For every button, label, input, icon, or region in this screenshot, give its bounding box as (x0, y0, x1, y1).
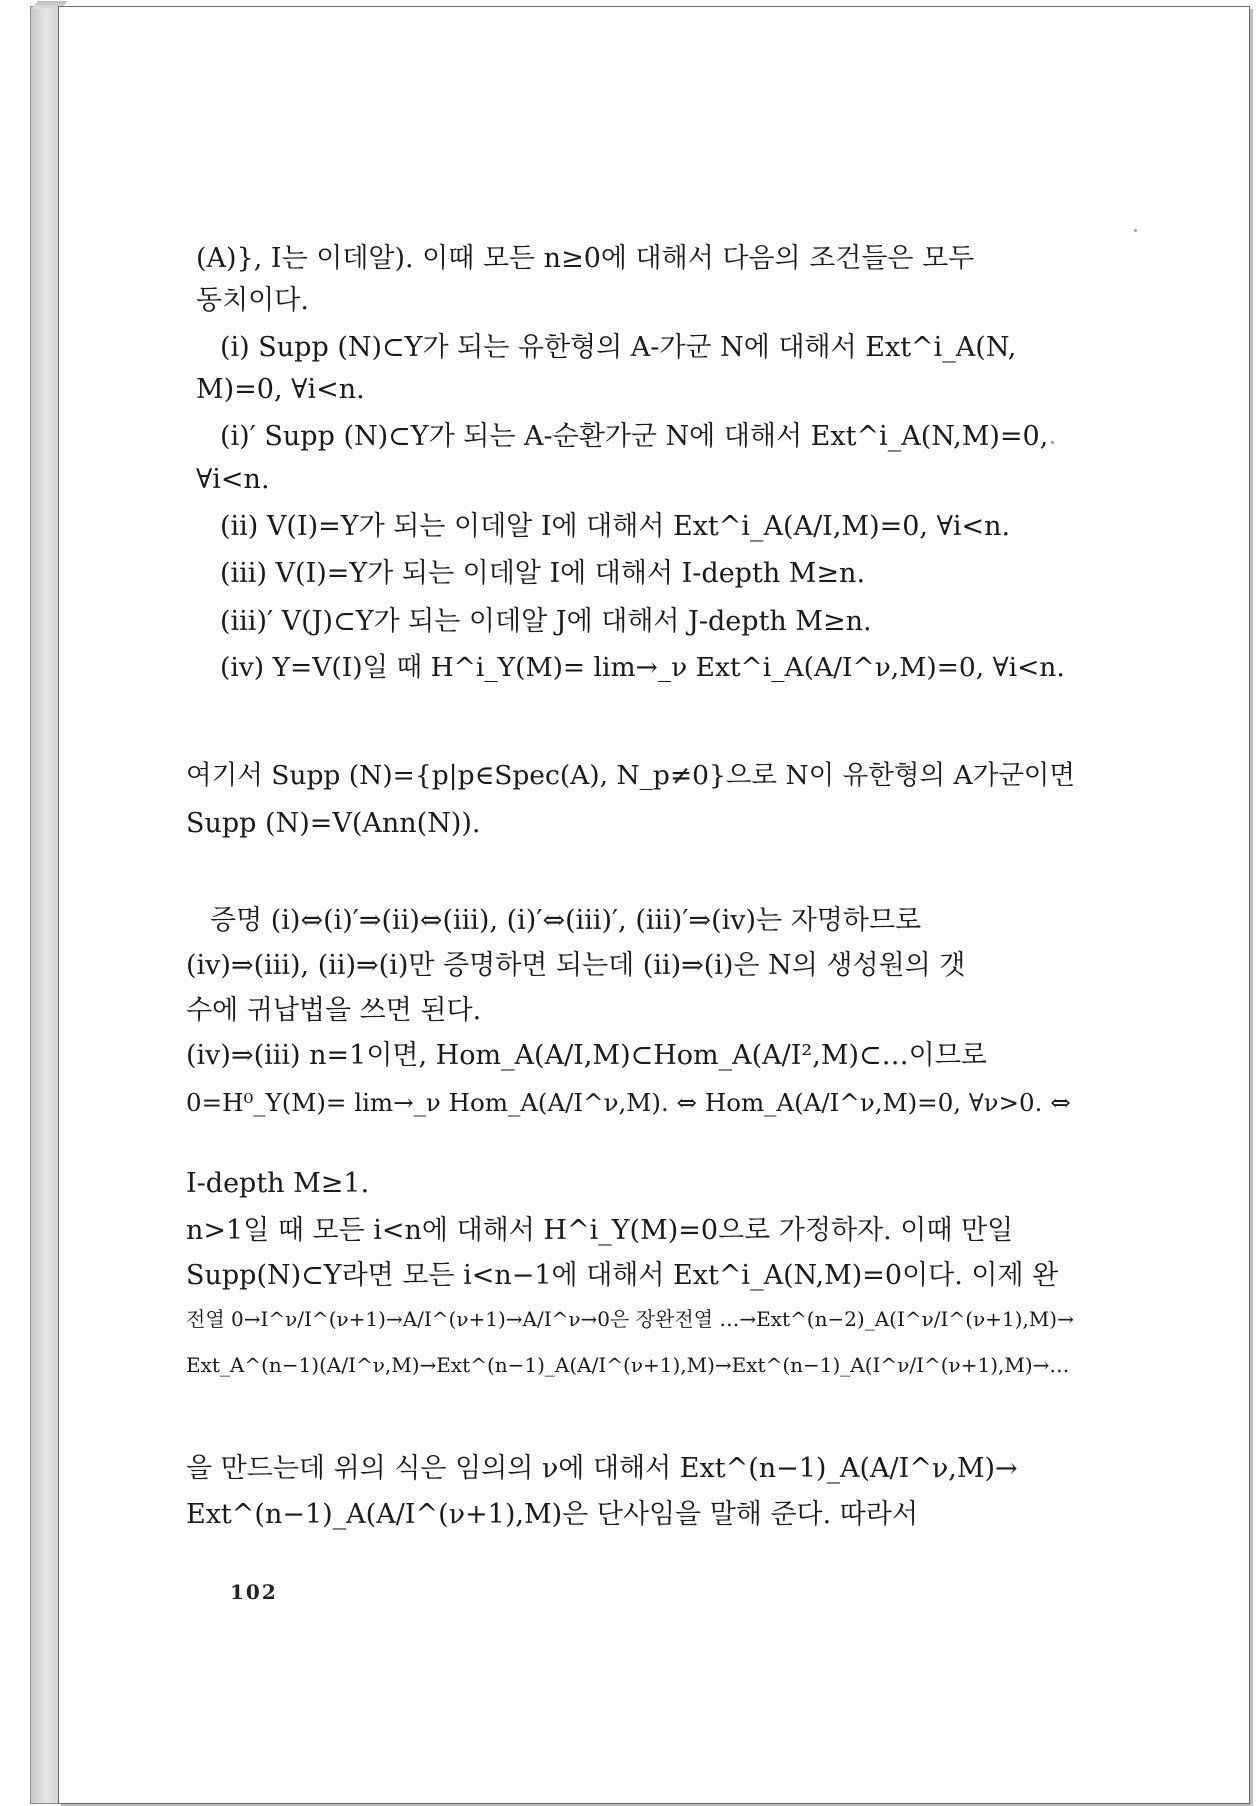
speck (1051, 441, 1054, 444)
text-line: n>1일 때 모든 i<n에 대해서 H^i_Y(M)=0으로 가정하자. 이때 만일 (186, 1215, 1014, 1246)
text-line: (i)′ Supp (N)⊂Y가 되는 A-순환가군 N에 대해서 Ext^i_A(N,M)=0, (220, 421, 1049, 452)
text-line: ∀i<n. (196, 464, 270, 495)
text-line: Supp(N)⊂Y라면 모든 i<n−1에 대해서 Ext^i_A(N,M)=0이다. 이제 완 (186, 1260, 1059, 1291)
text-line: 을 만드는데 위의 식은 임의의 ν에 대해서 Ext^(n−1)_A(A/I^ν,M)→ (186, 1453, 1018, 1484)
text-line: 수에 귀납법을 쓰면 된다. (186, 995, 482, 1026)
text-line: (ii) V(I)=Y가 되는 이데알 I에 대해서 Ext^i_A(A/I,M)=0, ∀i<n. (220, 511, 1011, 542)
text-line: 증명 (i)⇔(i)′⇒(ii)⇔(iii), (i)′⇔(iii)′, (iii)′⇒(iv)는 자명하므로 (210, 905, 922, 936)
text-line: I-depth M≥1. (186, 1168, 370, 1199)
book-page (30, 6, 1250, 1802)
text-line: 여기서 Supp (N)={p|p∈Spec(A), N_p≠0}으로 N이 유한형의 A가군이면 (186, 760, 1076, 791)
text-line: (iv) Y=V(I)일 때 H^i_Y(M)= lim→_ν Ext^i_A(A/I^ν,M)=0, ∀i<n. (220, 652, 1065, 683)
text-line: (iv)⇒(iii) n=1이면, Hom_A(A/I,M)⊂Hom_A(A/I²,M)⊂…이므로 (186, 1040, 987, 1071)
page-number: 102 (230, 1580, 278, 1604)
text-line: (i) Supp (N)⊂Y가 되는 유한형의 A-가군 N에 대해서 Ext^i_A(N, (220, 332, 1017, 363)
text-line: 0=H⁰_Y(M)= lim→_ν Hom_A(A/I^ν,M). ⇔ Hom_A(A/I^ν,M)=0, ∀ν>0. ⇔ (186, 1088, 1071, 1117)
text-line: Ext_A^(n−1)(A/I^ν,M)→Ext^(n−1)_A(A/I^(ν+1),M)→Ext^(n−1)_A(I^ν/I^(ν+1),M)→… (186, 1353, 1070, 1377)
text-line: M)=0, ∀i<n. (196, 374, 365, 405)
text-line: 동치이다. (196, 285, 309, 316)
speck (1134, 229, 1137, 232)
text-line: (iii)′ V(J)⊂Y가 되는 이데알 J에 대해서 J-depth M≥n. (220, 606, 872, 637)
text-line: 전열 0→I^ν/I^(ν+1)→A/I^(ν+1)→A/I^ν→0은 장완전열 …→Ext^(n−2)_A(I^ν/I^(ν+1),M)→ (186, 1307, 1074, 1331)
text-line: Supp (N)=V(Ann(N)). (186, 808, 481, 839)
page-stack-edge (30, 6, 61, 1804)
text-line: Ext^(n−1)_A(A/I^(ν+1),M)은 단사임을 말해 준다. 따라서 (186, 1499, 919, 1530)
text-line: (iv)⇒(iii), (ii)⇒(i)만 증명하면 되는데 (ii)⇒(i)은 N의 생성원의 갯 (186, 950, 966, 981)
text-line: (iii) V(I)=Y가 되는 이데알 I에 대해서 I-depth M≥n. (220, 558, 866, 589)
text-line: (A)}, I는 이데알). 이때 모든 n≥0에 대해서 다음의 조건들은 모두 (196, 243, 975, 274)
